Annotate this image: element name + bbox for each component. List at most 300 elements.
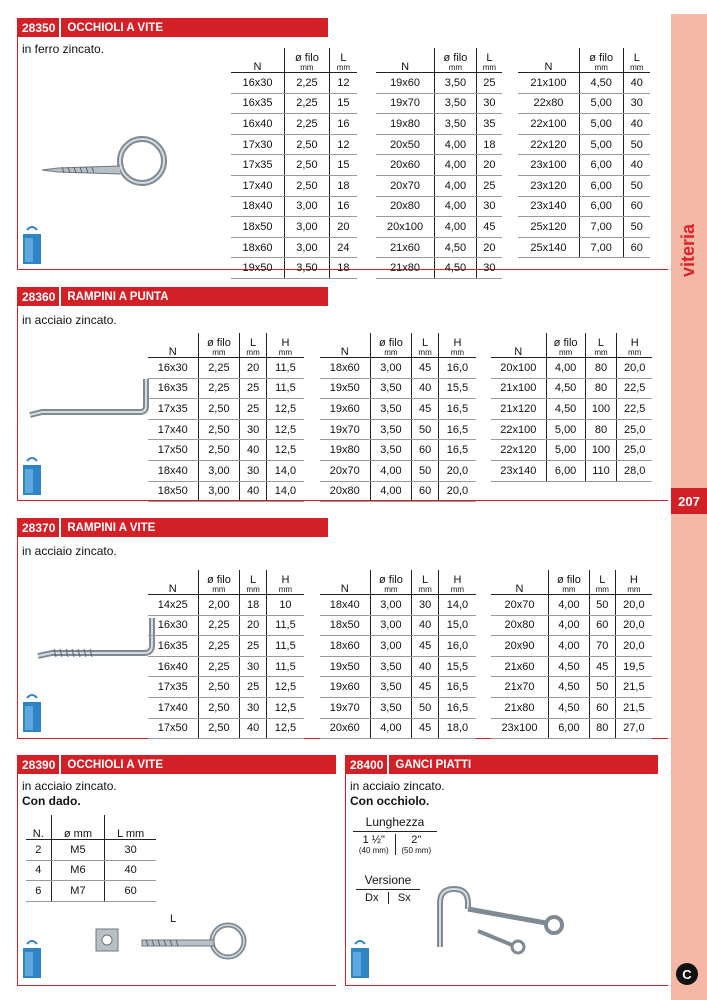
table-cell: 21x70 xyxy=(491,677,548,698)
table-cell: 4,00 xyxy=(546,358,585,379)
column-header-filo: ø filo mm xyxy=(548,570,589,595)
column-header-l: L mm xyxy=(412,333,439,358)
size-table-1 xyxy=(231,48,357,279)
table-cell: 21,5 xyxy=(615,677,652,698)
table-cell: 40 xyxy=(412,615,439,636)
table-row xyxy=(320,378,476,399)
column-header-l: L mm xyxy=(240,570,267,595)
table-cell: 16,0 xyxy=(438,636,476,657)
table-cell: 15,5 xyxy=(438,656,476,677)
section-28390 xyxy=(17,755,336,986)
table-cell: 16,5 xyxy=(438,697,476,718)
table-row xyxy=(376,93,502,114)
table-cell: 45 xyxy=(412,677,439,698)
product-code: 28400 xyxy=(346,755,387,774)
table-cell: 40 xyxy=(412,656,439,677)
table-cell: 50 xyxy=(623,175,650,196)
table-row xyxy=(376,175,502,196)
table-cell: 12,5 xyxy=(266,697,304,718)
table-cell: 45 xyxy=(412,636,439,657)
table-cell: 60 xyxy=(623,196,650,217)
table-cell: 3,50 xyxy=(370,378,412,399)
table-cell: 20x100 xyxy=(376,217,435,238)
table-cell: 15,5 xyxy=(438,378,476,399)
table-cell: 3,50 xyxy=(435,73,477,94)
table-row xyxy=(518,134,650,155)
table-cell: M5 xyxy=(51,840,105,861)
product-code: 28350 xyxy=(18,18,59,37)
column-header-n: N xyxy=(320,333,370,358)
table-row xyxy=(148,419,304,440)
column-header-filo: ø filo mm xyxy=(579,48,623,73)
table-cell: 30 xyxy=(476,258,502,279)
table-row xyxy=(231,175,357,196)
table-cell: 16x30 xyxy=(148,358,198,379)
table-cell: 2,50 xyxy=(285,175,330,196)
table-row xyxy=(26,860,156,881)
table-cell: 40 xyxy=(623,155,650,176)
column-header-n: N xyxy=(518,48,579,73)
column-header-filo: ø filo mm xyxy=(198,570,240,595)
table-header-row xyxy=(376,48,502,73)
table-cell: 2,50 xyxy=(198,677,240,698)
table-cell: 3,50 xyxy=(370,440,412,461)
table-cell: 50 xyxy=(412,460,439,481)
table-row xyxy=(320,615,476,636)
table-cell: 17x35 xyxy=(148,399,198,420)
table-cell: 10 xyxy=(266,595,304,616)
table-row xyxy=(518,237,650,258)
table-cell: 2,50 xyxy=(285,155,330,176)
table-cell: 25 xyxy=(240,677,267,698)
table-cell: 19x50 xyxy=(320,378,370,399)
page-number: 207 xyxy=(671,488,707,514)
table-row xyxy=(491,615,652,636)
table-cell: 80 xyxy=(585,419,617,440)
version-header: Versione xyxy=(356,873,420,890)
table-cell: 2,50 xyxy=(198,697,240,718)
table-cell: 19x50 xyxy=(231,258,285,279)
table-header-row xyxy=(518,48,650,73)
table-cell: 3,00 xyxy=(285,196,330,217)
table-cell: 17x35 xyxy=(231,155,285,176)
table-cell: 19x60 xyxy=(320,677,370,698)
table-cell: 2,25 xyxy=(198,636,240,657)
table-row xyxy=(491,419,652,440)
table-cell: 60 xyxy=(623,237,650,258)
table-cell: 12,5 xyxy=(266,419,304,440)
table-cell: 23x120 xyxy=(518,175,579,196)
table-cell: 4,00 xyxy=(435,217,477,238)
table-cell: 2,25 xyxy=(198,615,240,636)
table-cell: 18 xyxy=(329,175,357,196)
table-cell: 60 xyxy=(412,440,439,461)
table-cell: 40 xyxy=(240,718,267,739)
table-cell: 21x60 xyxy=(491,656,548,677)
table-cell: 19x60 xyxy=(320,399,370,420)
table-row xyxy=(26,881,156,902)
table-row xyxy=(376,134,502,155)
table-cell: 20x80 xyxy=(320,481,370,502)
table-row xyxy=(320,399,476,420)
column-header-l: L mm xyxy=(476,48,502,73)
table-cell: 21x80 xyxy=(376,258,435,279)
table-cell: 17x35 xyxy=(148,677,198,698)
size-table-3 xyxy=(491,570,652,739)
table-cell: 12 xyxy=(329,73,357,94)
table-cell: 45 xyxy=(589,656,615,677)
table-row xyxy=(491,378,652,399)
table-cell: 12,5 xyxy=(266,440,304,461)
table-cell: 25,0 xyxy=(617,419,652,440)
table-cell: 25 xyxy=(476,175,502,196)
table-row xyxy=(148,656,304,677)
table-cell: 18x50 xyxy=(320,615,370,636)
table-row xyxy=(231,217,357,238)
table-cell: 19x70 xyxy=(376,93,435,114)
screw-hook-image xyxy=(36,614,166,664)
table-cell: 11,5 xyxy=(266,358,304,379)
table-cell: 16x30 xyxy=(148,615,198,636)
table-cell: 60 xyxy=(412,481,439,502)
flat-hook-image xyxy=(430,883,570,958)
table-cell: 40 xyxy=(240,440,267,461)
table-cell: 40 xyxy=(623,114,650,135)
table-row xyxy=(148,358,304,379)
table-cell: 20 xyxy=(476,155,502,176)
table-cell: 19,5 xyxy=(615,656,652,677)
product-code: 28360 xyxy=(18,287,59,306)
table-cell: 30 xyxy=(623,93,650,114)
package-icon xyxy=(21,694,43,734)
table-cell: 40 xyxy=(623,73,650,94)
table-cell: 16x30 xyxy=(231,73,285,94)
table-cell: 20,0 xyxy=(438,481,476,502)
table-cell: 20x70 xyxy=(320,460,370,481)
table-cell: 20x90 xyxy=(491,636,548,657)
table-cell: 20x100 xyxy=(491,358,546,379)
table-cell: 4,00 xyxy=(548,636,589,657)
table-cell: 17x50 xyxy=(148,440,198,461)
table-cell: 4,50 xyxy=(548,677,589,698)
table-cell: 22,5 xyxy=(617,399,652,420)
table-row xyxy=(320,697,476,718)
section-header xyxy=(346,755,658,774)
table-row xyxy=(320,481,476,502)
table-cell: 22x100 xyxy=(491,419,546,440)
table-cell: 7,00 xyxy=(579,237,623,258)
table-cell: 12 xyxy=(329,134,357,155)
table-row xyxy=(148,399,304,420)
table-row xyxy=(518,93,650,114)
table-row xyxy=(148,697,304,718)
table-cell: 17x50 xyxy=(148,718,198,739)
table-cell: 20x80 xyxy=(376,196,435,217)
table-cell: 18 xyxy=(476,134,502,155)
table-cell: 18x40 xyxy=(320,595,370,616)
table-cell: 18x60 xyxy=(231,237,285,258)
size-table-3 xyxy=(491,333,652,482)
brand-logo: C xyxy=(676,963,698,985)
table-cell: 18x50 xyxy=(148,481,198,502)
table-cell: 35 xyxy=(476,114,502,135)
table-cell: 100 xyxy=(585,440,617,461)
product-description: in acciaio zincato. xyxy=(22,779,117,793)
table-row xyxy=(231,73,357,94)
package-icon xyxy=(21,940,43,980)
table-cell: 50 xyxy=(623,217,650,238)
table-cell: 4,50 xyxy=(435,258,477,279)
table-cell: 6 xyxy=(26,881,51,902)
table-header-row xyxy=(320,570,476,595)
version-options xyxy=(356,892,420,904)
table-row xyxy=(376,114,502,135)
table-cell: 3,00 xyxy=(370,615,412,636)
table-cell: 3,50 xyxy=(370,399,412,420)
table-row xyxy=(491,677,652,698)
size-table-1 xyxy=(148,570,304,739)
product-title: GANCI PIATTI xyxy=(387,755,658,774)
table-cell: 18x40 xyxy=(231,196,285,217)
table-cell: 40 xyxy=(412,378,439,399)
section-28370 xyxy=(17,518,668,739)
table-cell: 4,50 xyxy=(546,399,585,420)
package-icon xyxy=(349,940,371,980)
table-cell: 30 xyxy=(240,460,267,481)
table-row xyxy=(376,196,502,217)
table-row xyxy=(320,460,476,481)
table-cell: 2,25 xyxy=(198,378,240,399)
table-row xyxy=(148,440,304,461)
product-title: RAMPINI A VITE xyxy=(59,518,328,537)
column-header-h: H mm xyxy=(615,570,652,595)
table-cell: 18x60 xyxy=(320,636,370,657)
table-cell: 23x100 xyxy=(491,718,548,739)
column-header-n: N xyxy=(491,333,546,358)
table-cell: 21x100 xyxy=(491,378,546,399)
table-cell: 16 xyxy=(329,114,357,135)
table-cell: 11,5 xyxy=(266,378,304,399)
table-cell: 5,00 xyxy=(546,419,585,440)
table-cell: 2,50 xyxy=(198,718,240,739)
table-cell: 2,25 xyxy=(198,358,240,379)
package-icon xyxy=(21,226,43,266)
column-header-n: N xyxy=(148,570,198,595)
table-cell: 3,00 xyxy=(370,595,412,616)
table-cell: 4,00 xyxy=(370,718,412,739)
table-cell: 27,0 xyxy=(615,718,652,739)
table-cell: 16,5 xyxy=(438,419,476,440)
table-row xyxy=(148,481,304,502)
table-cell: 23x100 xyxy=(518,155,579,176)
table-cell: 16x35 xyxy=(148,378,198,399)
table-cell: M7 xyxy=(51,881,105,902)
table-cell: 18,0 xyxy=(438,718,476,739)
table-cell: 19x60 xyxy=(376,73,435,94)
table-cell: 11,5 xyxy=(266,636,304,657)
table-cell: 12,5 xyxy=(266,399,304,420)
table-cell: 14,0 xyxy=(266,460,304,481)
table-row xyxy=(231,155,357,176)
table-cell: 12,5 xyxy=(266,718,304,739)
product-code: 28390 xyxy=(18,755,59,774)
table-cell: 25 xyxy=(476,73,502,94)
table-cell: 22x120 xyxy=(518,134,579,155)
table-row xyxy=(148,460,304,481)
table-cell: 3,00 xyxy=(285,217,330,238)
table-cell: 18x60 xyxy=(320,358,370,379)
table-header-row xyxy=(26,815,156,840)
product-code: 28370 xyxy=(18,518,59,537)
product-description: in acciaio zincato. xyxy=(22,544,117,558)
table-row xyxy=(231,258,357,279)
table-cell: 20x60 xyxy=(320,718,370,739)
table-cell: 3,00 xyxy=(370,636,412,657)
table-cell: 25x120 xyxy=(518,217,579,238)
length-options xyxy=(353,834,437,855)
column-header-filo: ø filo mm xyxy=(546,333,585,358)
table-row xyxy=(518,73,650,94)
table-header-row xyxy=(148,570,304,595)
table-cell: 70 xyxy=(589,636,615,657)
table-cell: 11,5 xyxy=(266,615,304,636)
table-cell: 3,00 xyxy=(370,358,412,379)
column-header-filo: ø mm xyxy=(51,815,105,840)
column-header-filo: ø filo mm xyxy=(285,48,330,73)
table-cell: 3,50 xyxy=(435,114,477,135)
table-cell: 16,5 xyxy=(438,399,476,420)
table-cell: 40 xyxy=(105,860,156,881)
table-cell: 18 xyxy=(329,258,357,279)
table-cell: 17x30 xyxy=(231,134,285,155)
table-cell: 21x100 xyxy=(518,73,579,94)
table-cell: 17x40 xyxy=(231,175,285,196)
size-table-1 xyxy=(148,333,304,502)
size-table-2 xyxy=(320,570,476,739)
table-row xyxy=(491,636,652,657)
table-cell: 4,00 xyxy=(435,134,477,155)
table-cell: 25,0 xyxy=(617,440,652,461)
length-header: Lunghezza xyxy=(353,815,437,832)
table-row xyxy=(518,175,650,196)
table-row xyxy=(320,636,476,657)
table-row xyxy=(148,595,304,616)
column-header-filo: ø filo mm xyxy=(370,570,412,595)
table-row xyxy=(26,840,156,861)
table-row xyxy=(518,155,650,176)
table-cell: 3,50 xyxy=(370,419,412,440)
table-cell: 3,50 xyxy=(370,677,412,698)
table-row xyxy=(376,217,502,238)
table-cell: 100 xyxy=(585,399,617,420)
table-cell: 4,00 xyxy=(435,196,477,217)
table-cell: 6,00 xyxy=(579,196,623,217)
table-cell: 80 xyxy=(585,358,617,379)
table-cell: 18 xyxy=(240,595,267,616)
table-cell: 50 xyxy=(589,595,615,616)
table-cell: 2,25 xyxy=(285,73,330,94)
table-cell: 60 xyxy=(589,697,615,718)
column-header-l: L mm xyxy=(589,570,615,595)
table-cell: 2,25 xyxy=(285,93,330,114)
table-header-row xyxy=(231,48,357,73)
table-cell: 14x25 xyxy=(148,595,198,616)
table-cell: 6,00 xyxy=(579,175,623,196)
table-cell: 21x120 xyxy=(491,399,546,420)
table-header-row xyxy=(320,333,476,358)
table-cell: 2,50 xyxy=(198,440,240,461)
table-cell: 16x40 xyxy=(231,114,285,135)
table-cell: 4,00 xyxy=(370,460,412,481)
table-cell: 60 xyxy=(105,881,156,902)
table-cell: 2,25 xyxy=(285,114,330,135)
table-cell: 30 xyxy=(412,595,439,616)
column-header-l: L mm xyxy=(412,570,439,595)
table-row xyxy=(148,378,304,399)
column-header-n: N xyxy=(491,570,548,595)
table-cell: 20 xyxy=(240,358,267,379)
table-row xyxy=(148,718,304,739)
table-cell: 20,0 xyxy=(615,615,652,636)
table-cell: 25 xyxy=(240,636,267,657)
table-cell: 80 xyxy=(585,378,617,399)
table-cell: 20 xyxy=(476,237,502,258)
table-header-row xyxy=(148,333,304,358)
table-cell: 19x70 xyxy=(320,697,370,718)
table-row xyxy=(320,677,476,698)
product-description: in ferro zincato. xyxy=(22,42,105,56)
column-header-h: H mm xyxy=(438,570,476,595)
column-header-n: N. xyxy=(26,815,51,840)
table-row xyxy=(148,636,304,657)
column-header-filo: ø filo mm xyxy=(435,48,477,73)
table-cell: M6 xyxy=(51,860,105,881)
table-row xyxy=(491,460,652,481)
table-row xyxy=(320,358,476,379)
table-row xyxy=(231,93,357,114)
table-cell: 14,0 xyxy=(438,595,476,616)
table-cell: 19x80 xyxy=(376,114,435,135)
table-row xyxy=(491,595,652,616)
eye-screw-image xyxy=(38,126,168,196)
size-table-2 xyxy=(376,48,502,279)
column-header-h: H mm xyxy=(266,333,304,358)
length-label: L xyxy=(170,913,177,925)
table-cell: 2,50 xyxy=(198,399,240,420)
table-cell: 24 xyxy=(329,237,357,258)
table-row xyxy=(376,237,502,258)
table-row xyxy=(491,718,652,739)
table-cell: 20x70 xyxy=(376,175,435,196)
length-option-1: 1 ½" (40 mm) xyxy=(353,834,396,855)
size-table-3 xyxy=(518,48,650,258)
table-cell: 25x140 xyxy=(518,237,579,258)
table-cell: 25 xyxy=(240,399,267,420)
table-cell: 30 xyxy=(240,656,267,677)
table-cell: 4,00 xyxy=(435,155,477,176)
table-row xyxy=(231,196,357,217)
table-row xyxy=(231,237,357,258)
column-header-h: H mm xyxy=(438,333,476,358)
table-row xyxy=(320,656,476,677)
table-cell: 17x40 xyxy=(148,697,198,718)
table-row xyxy=(518,217,650,238)
table-cell: 2,50 xyxy=(198,419,240,440)
table-cell: 21x80 xyxy=(491,697,548,718)
table-cell: 50 xyxy=(589,677,615,698)
table-cell: 6,00 xyxy=(548,718,589,739)
table-cell: 18x50 xyxy=(231,217,285,238)
